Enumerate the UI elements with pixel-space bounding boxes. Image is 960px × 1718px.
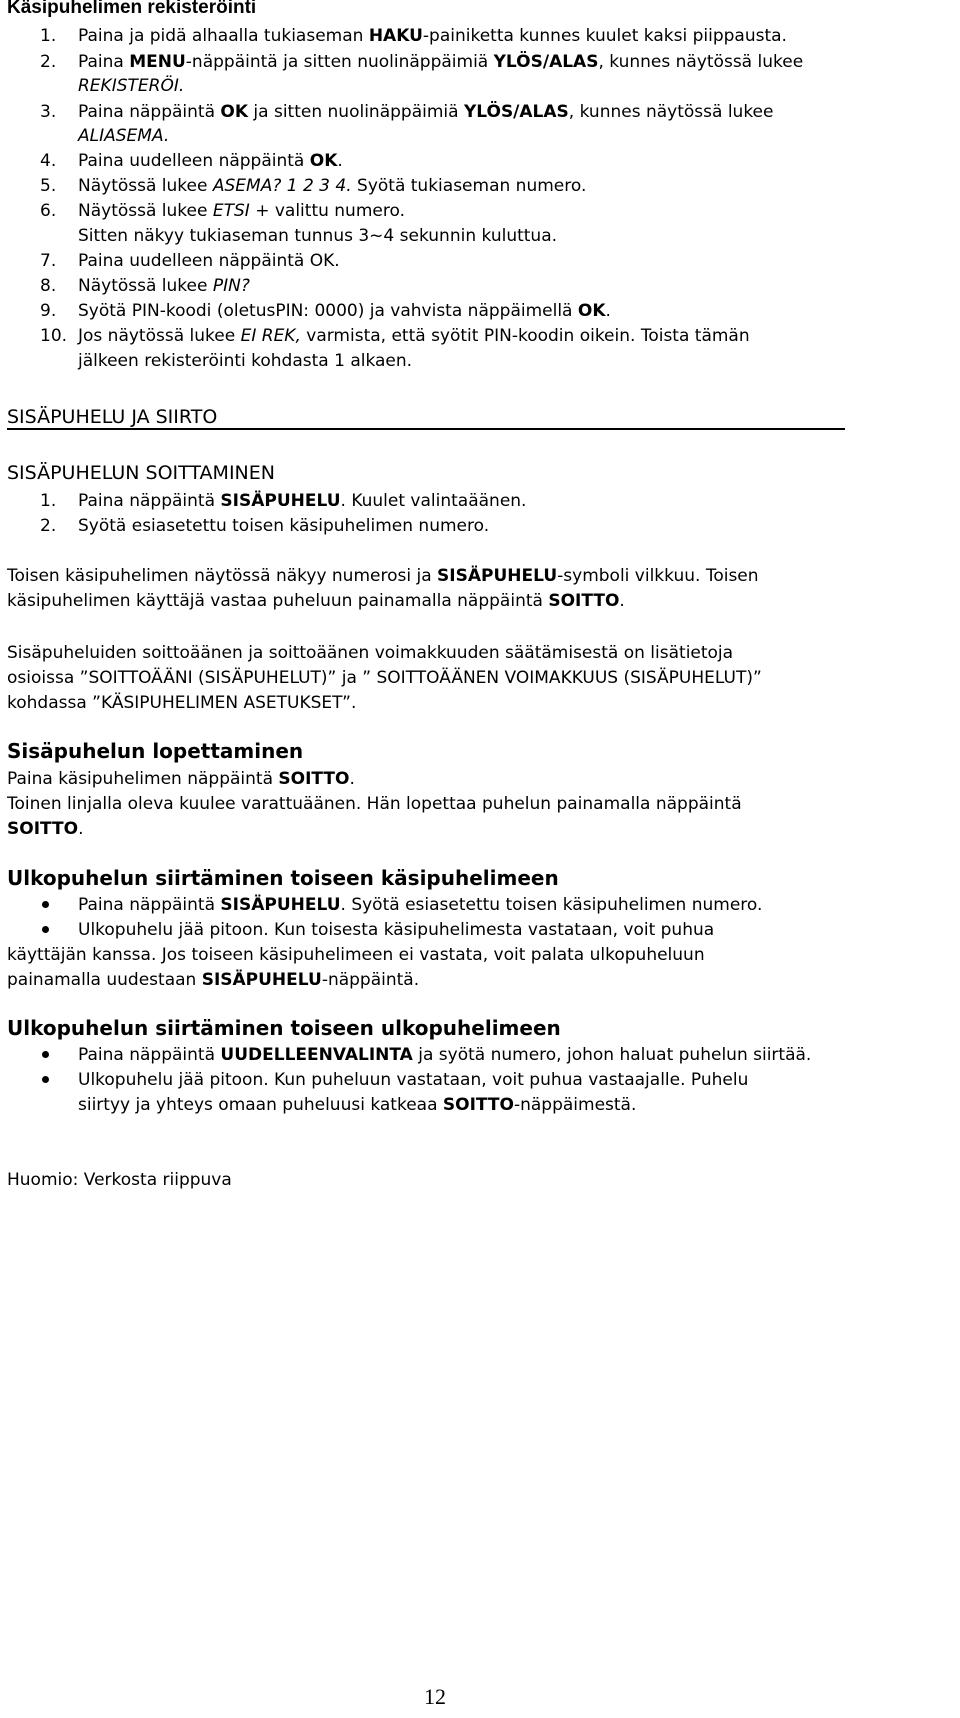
registration-step-8: Näytössä lukee PIN? (78, 276, 250, 296)
paragraph-line: Toinen linjalla oleva kuulee varattuäänen. Hän lopettaa puhelun painamalla näppäintä (7, 794, 742, 814)
note: Huomio: Verkosta riippuva (7, 1170, 232, 1190)
call-step-1: Paina näppäintä SISÄPUHELU. Kuulet valintaäänen. (78, 491, 527, 511)
step-number: 5. (40, 176, 57, 196)
step-number: 1. (40, 491, 57, 511)
registration-step-3-cont: ALIASEMA. (78, 126, 170, 146)
step-number: 7. (40, 251, 57, 271)
registration-step-2: Paina MENU-näppäintä ja sitten nuolinäppäimiä YLÖS/ALAS, kunnes näytössä lukee (78, 52, 804, 72)
bullet (42, 1076, 49, 1083)
step-number: 8. (40, 276, 57, 296)
step-number: 2. (40, 52, 57, 72)
section-subtitle: SISÄPUHELUN SOITTAMINEN (7, 462, 275, 484)
registration-step-2-cont: REKISTERÖI. (78, 76, 185, 96)
registration-step-6-cont: Sitten näkyy tukiaseman tunnus 3~4 sekunnin kuluttua. (78, 226, 558, 246)
step-number: 2. (40, 516, 57, 536)
bullet-item: Paina näppäintä SISÄPUHELU. Syötä esiasetettu toisen käsipuhelimen numero. (78, 895, 763, 915)
registration-step-1: Paina ja pidä alhaalla tukiaseman HAKU-painiketta kunnes kuulet kaksi piippausta. (78, 26, 787, 46)
paragraph-line: SOITTO. (7, 819, 84, 839)
heading: Ulkopuhelun siirtäminen toiseen ulkopuhelimeen (7, 1016, 561, 1040)
section-title: SISÄPUHELU JA SIIRTO (7, 406, 218, 428)
step-number: 10. (40, 326, 68, 346)
step-number: 9. (40, 301, 57, 321)
step-number: 1. (40, 26, 57, 46)
registration-step-9: Syötä PIN-koodi (oletusPIN: 0000) ja vahvista näppäimellä OK. (78, 301, 611, 321)
page-number: 12 (424, 1684, 446, 1709)
registration-step-6: Näytössä lukee ETSI + valittu numero. (78, 201, 405, 221)
bullet-item: Ulkopuhelu jää pitoon. Kun puheluun vastataan, voit puhua vastaajalle. Puhelu (78, 1070, 749, 1090)
step-number: 3. (40, 102, 57, 122)
bullet-item: Ulkopuhelu jää pitoon. Kun toisesta käsipuhelimesta vastataan, voit puhua (78, 920, 715, 940)
registration-step-10-cont: jälkeen rekisteröinti kohdasta 1 alkaen. (78, 351, 413, 371)
paragraph-line: painamalla uudestaan SISÄPUHELU-näppäintä. (7, 970, 420, 990)
paragraph-line: Toisen käsipuhelimen näytössä näkyy numerosi ja SISÄPUHELU-symboli vilkkuu. Toisen (7, 566, 759, 586)
paragraph-line: kohdassa ”KÄSIPUHELIMEN ASETUKSET”. (7, 693, 357, 713)
paragraph-line: käyttäjän kanssa. Jos toiseen käsipuhelimeen ei vastata, voit palata ulkopuheluun (7, 945, 705, 965)
paragraph-line: käsipuhelimen käyttäjä vastaa puheluun painamalla näppäintä SOITTO. (7, 591, 625, 611)
section-underline (7, 428, 845, 430)
bullet (42, 926, 49, 933)
step-number: 6. (40, 201, 57, 221)
paragraph-line: Paina käsipuhelimen näppäintä SOITTO. (7, 769, 355, 789)
paragraph-line: osioissa ”SOITTOÄÄNI (SISÄPUHELUT)” ja ” SOITTOÄÄNEN VOIMAKKUUS (SISÄPUHELUT)” (7, 668, 762, 688)
registration-step-3: Paina näppäintä OK ja sitten nuolinäppäimiä YLÖS/ALAS, kunnes näytössä lukee (78, 102, 774, 122)
registration-step-10: Jos näytössä lukee EI REK, varmista, että syötit PIN-koodin oikein. Toista tämän (78, 326, 750, 346)
call-step-2: Syötä esiasetettu toisen käsipuhelimen numero. (78, 516, 490, 536)
registration-title: Käsipuhelimen rekisteröinti (7, 0, 257, 18)
paragraph-line: Sisäpuheluiden soittoäänen ja soittoäänen voimakkuuden säätämisestä on lisätietoja (7, 643, 734, 663)
bullet-item: Paina näppäintä UUDELLEENVALINTA ja syötä numero, johon haluat puhelun siirtää. (78, 1045, 812, 1065)
bullet (42, 901, 49, 908)
registration-step-7: Paina uudelleen näppäintä OK. (78, 251, 340, 271)
heading: Ulkopuhelun siirtäminen toiseen käsipuhelimeen (7, 866, 559, 890)
step-number: 4. (40, 151, 57, 171)
registration-step-4: Paina uudelleen näppäintä OK. (78, 151, 343, 171)
bullet (42, 1051, 49, 1058)
bullet-item-cont: siirtyy ja yhteys omaan puheluusi katkeaa SOITTO-näppäimestä. (78, 1095, 637, 1115)
registration-step-5: Näytössä lukee ASEMA? 1 2 3 4. Syötä tukiaseman numero. (78, 176, 587, 196)
heading: Sisäpuhelun lopettaminen (7, 739, 304, 763)
